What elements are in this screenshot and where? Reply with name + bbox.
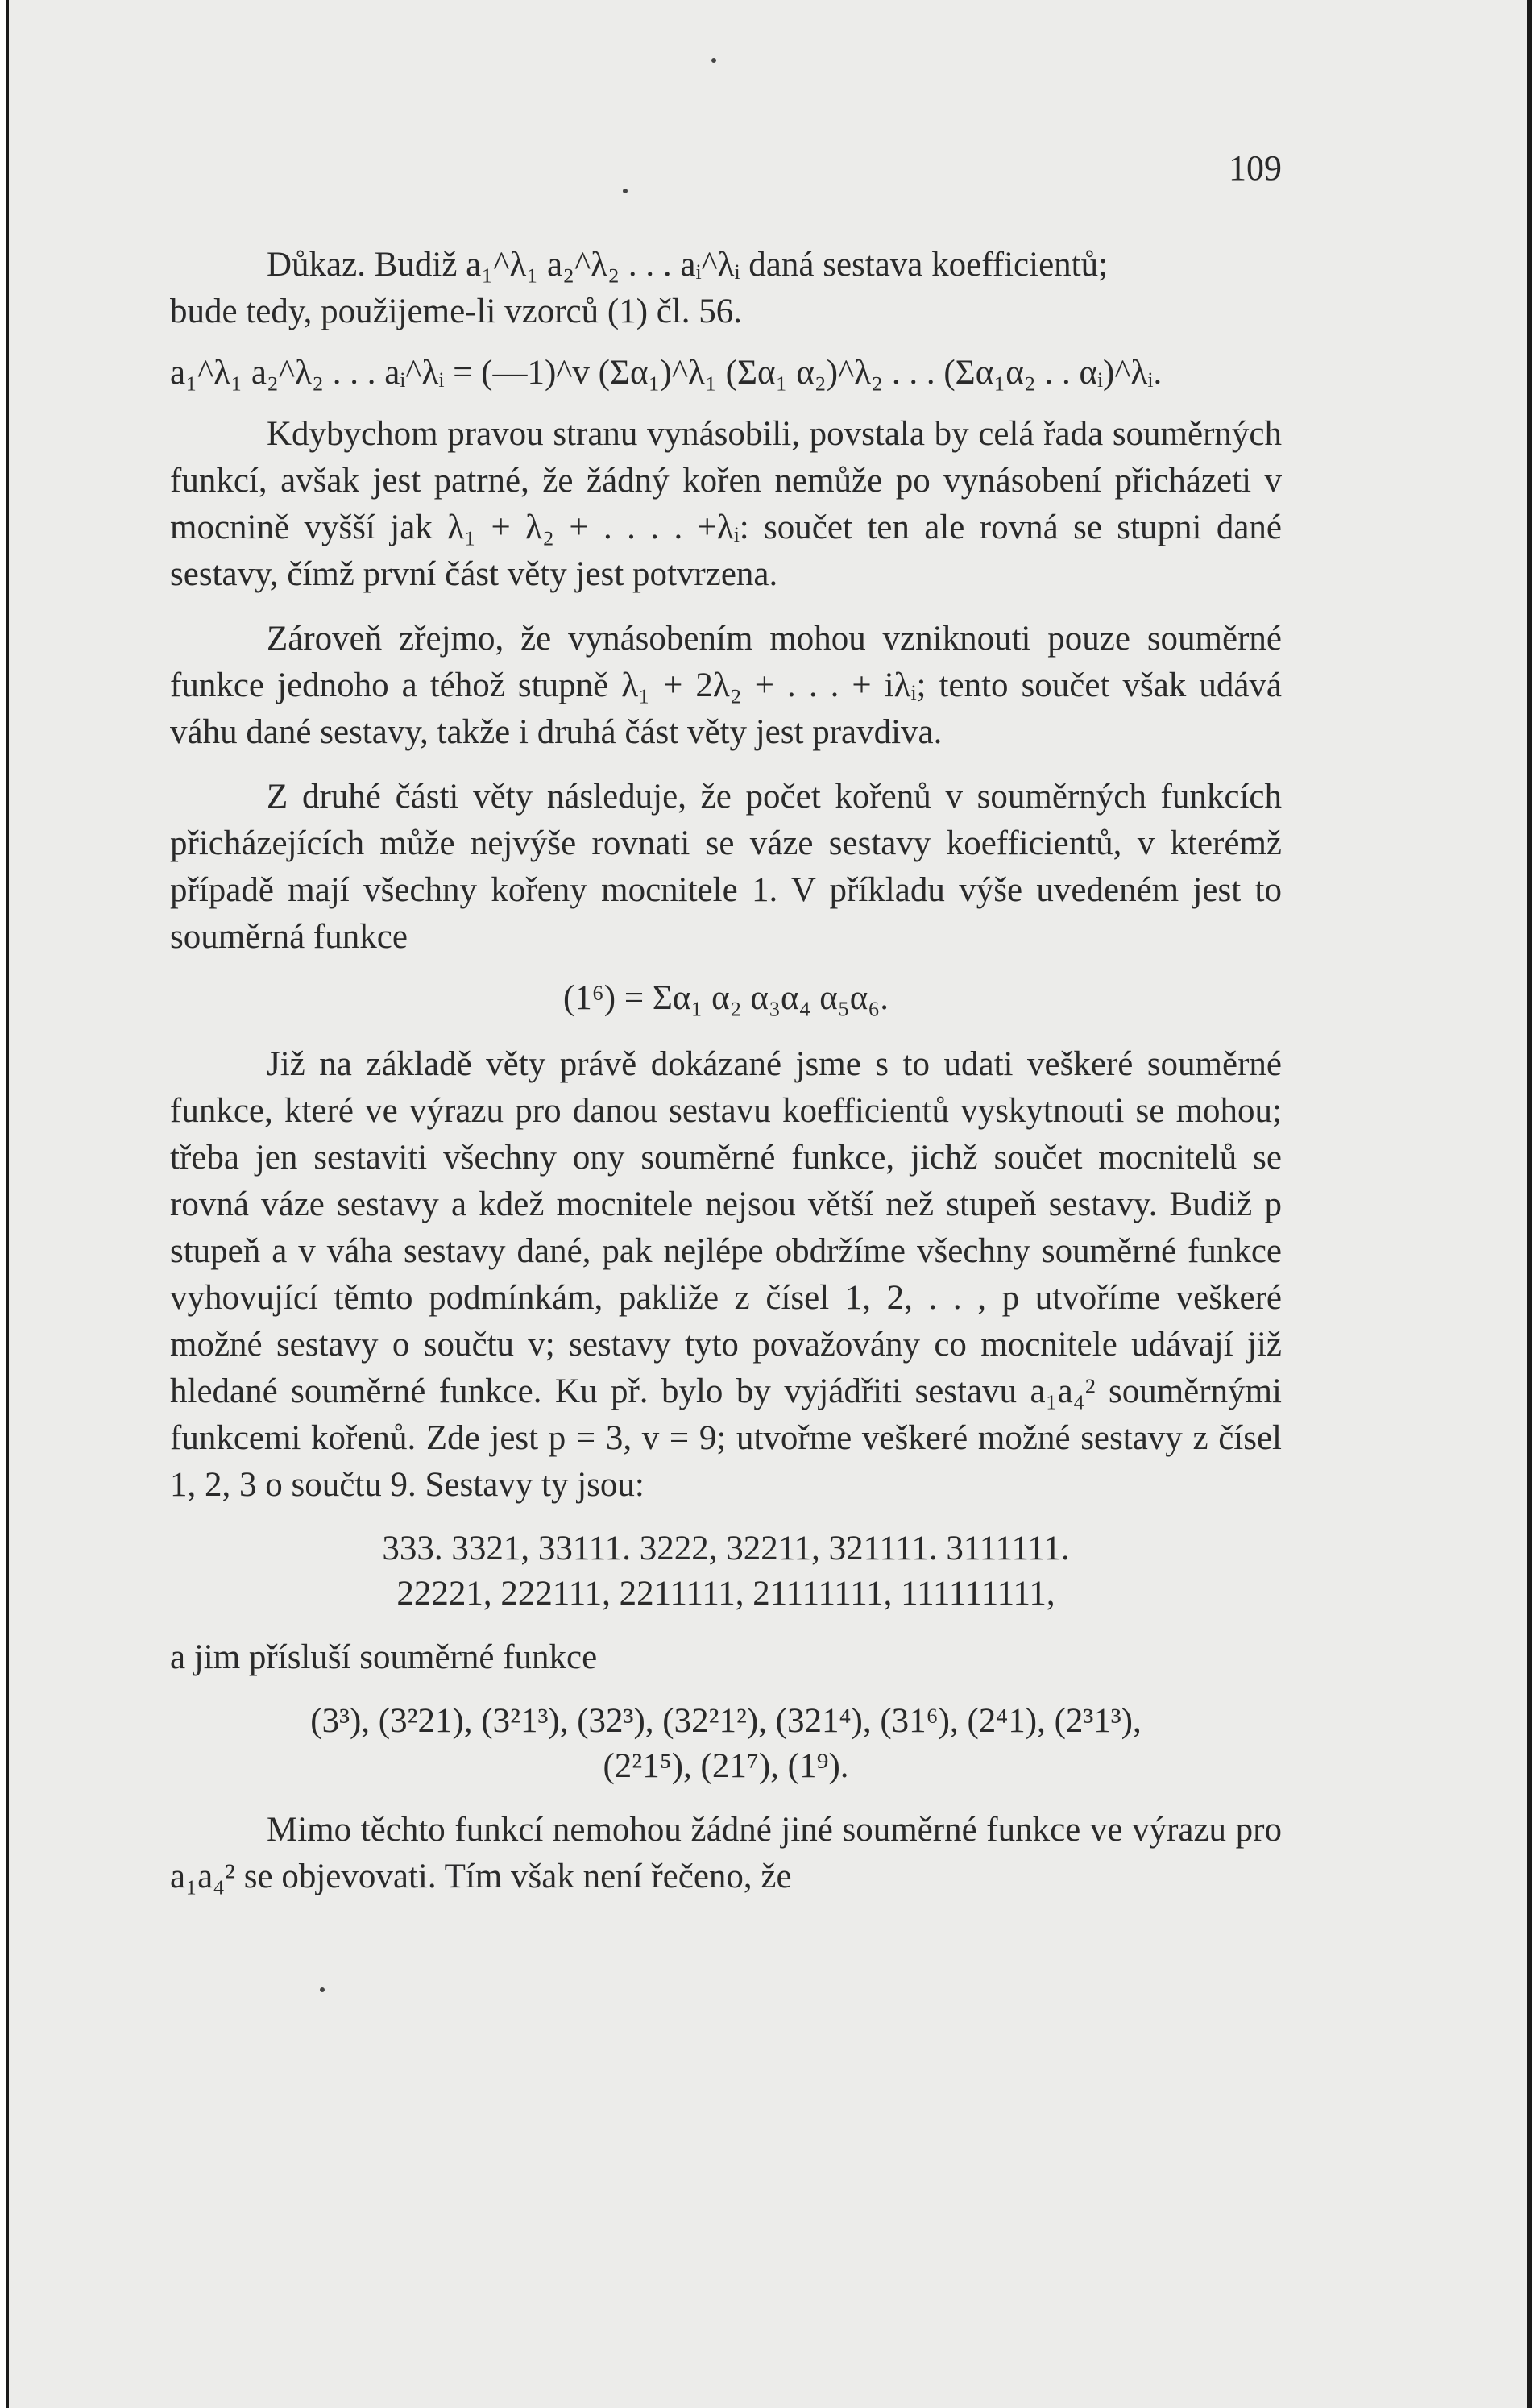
function-line-2: (2²1⁵), (21⁷), (1⁹). bbox=[603, 1747, 849, 1785]
partition-line-1: 333. 3321, 33111. 3222, 32211, 321111. 3111111. bbox=[382, 1530, 1070, 1567]
partition-line-2: 22221, 222111, 2211111, 21111111, 111111111, bbox=[396, 1575, 1055, 1613]
speck-mark bbox=[320, 1987, 325, 1992]
paragraph-functions-intro: a jim přísluší souměrné funkce bbox=[170, 1638, 598, 1676]
page-number: 109 bbox=[1229, 148, 1282, 188]
paragraph-construction: Již na základě věty právě dokázané jsme s to udati veškeré souměrné funkce, které ve výrazu pro danou sestavu koefficientů vyskytnouti se mohou; třeba jen sestaviti všechny ony souměrné funkce, jichž součet mocnitelů se rovná váze sestavy a kdež mocnitele nejsou větší než stupeň sestavy. Budiž p stupeň a v váha sestavy dané, pak nejlépe obdržíme všechny souměrné funkce vyhovující těmto podmínkám, pakliže z čísel 1, 2, . . , p utvoříme veškeré možné sestavy o součtu v; sestavy tyto považovány co mocnitele udávají již hledané souměrné funkce. Ku př. bylo by vyjádřiti sestavu a₁a₄² souměrnými funkcemi kořenů. Zde jest p = 3, v = 9; utvořme veškeré možné sestavy z čísel 1, 2, 3 o součtu 9. Sestavy ty jsou: bbox=[170, 1045, 1282, 1504]
proof-intro-line: Důkaz. Budiž a₁^λ₁ a₂^λ₂ . . . aᵢ^λᵢ daná sestava koefficientů; bbox=[267, 246, 1109, 284]
proof-intro-line-2: bude tedy, použijeme-li vzorců (1) čl. 56. bbox=[170, 293, 743, 330]
paragraph-multiply: Kdybychom pravou stranu vynásobili, povstala by celá řada souměrných funkcí, avšak jest patrné, že žádný kořen nemůže po vynásobení přicházeti v mocnině vyšší jak λ₁ + λ₂ + . . . . +λᵢ: součet ten ale rovná se stupni dané sestavy, čímž první část věty jest potvrzena. bbox=[170, 415, 1282, 593]
page-body bbox=[170, 145, 1282, 1900]
formula-symmetric-function: (1⁶) = Σα₁ α₂ α₃α₄ α₅α₆. bbox=[562, 979, 889, 1017]
function-line-1: (3³), (3²21), (3²1³), (32³), (32²1²), (321⁴), (31⁶), (2⁴1), (2³1³), bbox=[310, 1702, 1142, 1740]
paragraph-weight: Zároveň zřejmo, že vynásobením mohou vzniknouti pouze souměrné funkce jednoho a téhož stupně λ₁ + 2λ₂ + . . . + iλᵢ; tento součet však udává váhu dané sestavy, takže i druhá část věty jest pravdiva. bbox=[170, 620, 1282, 751]
paragraph-conclusion: Mimo těchto funkcí nemohou žádné jiné souměrné funkce ve výrazu pro a₁a₄² se objevovati. Tím však není řečeno, že bbox=[170, 1811, 1282, 1895]
speck-mark bbox=[711, 58, 716, 63]
paragraph-roots-count: Z druhé části věty následuje, že počet kořenů v souměrných funkcích přicházejících může nejvýše rovnati se váze sestavy koefficientů, v kterémž případě mají všechny kořeny mocnitele 1. V příkladu výše uvedeném jest to souměrná funkce bbox=[170, 778, 1282, 956]
partition-list bbox=[170, 1526, 1282, 1617]
formula-expansion: a₁^λ₁ a₂^λ₂ . . . aᵢ^λᵢ = (—1)^v (Σα₁)^λ₁ (Σα₁ α₂)^λ₂ . . . (Σα₁α₂ . . αᵢ)^λᵢ. bbox=[170, 354, 1163, 392]
scanned-page bbox=[6, 0, 1532, 2408]
function-list bbox=[170, 1699, 1282, 1789]
